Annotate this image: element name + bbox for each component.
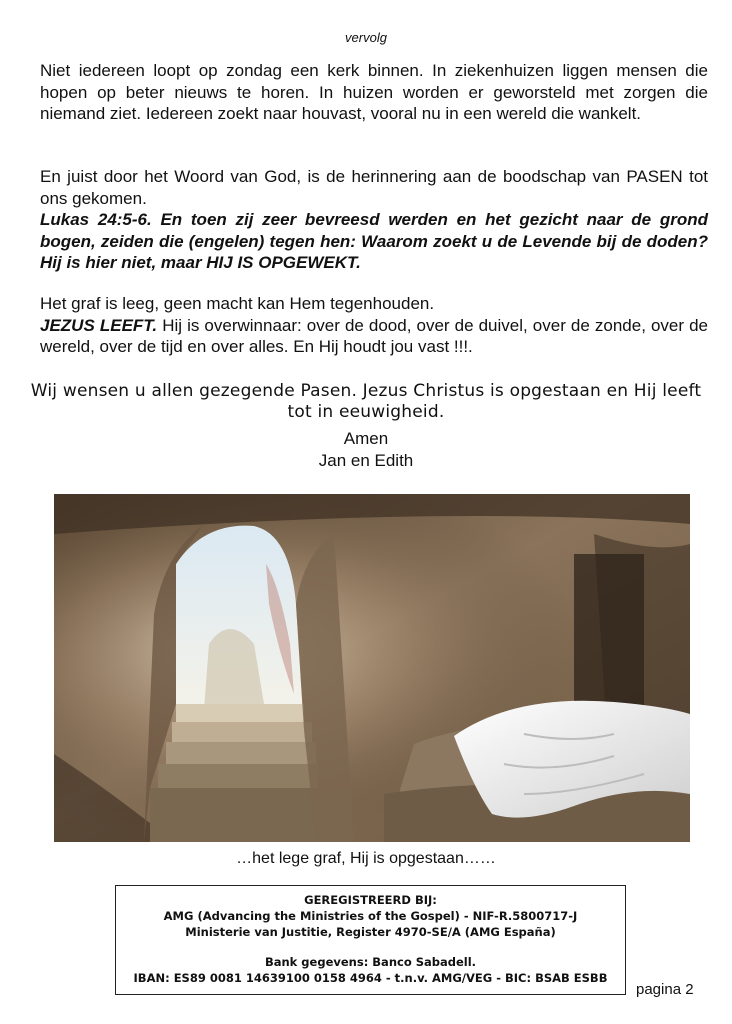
registration-box bbox=[115, 885, 626, 995]
overcomer-text: Hij is overwinnaar: over de dood, over de duivel, over de zonde, over de wereld, over de tijd en over alles. En Hij houdt jou vast !!!. bbox=[40, 315, 709, 356]
page-number: pagina 2 bbox=[636, 981, 694, 998]
iban-details: IBAN: ES89 0081 14639100 0158 4964 - t.n.v. AMG/VEG - BIC: BSAB ESBB bbox=[133, 971, 608, 985]
scripture-quote: Lukas 24:5-6. En toen zij zeer bevreesd werden en het gezicht naar de grond bogen, zeiden die (engelen) tegen hen: Waarom zoekt u de Levende bij de doden? Hij is hier niet, maar HIJ IS OPGEWEKT. bbox=[40, 210, 708, 272]
paragraph-scripture bbox=[40, 166, 708, 274]
registration-title: GEREGISTREERD BIJ: bbox=[304, 893, 437, 907]
empty-grave-line: Het graf is leeg, geen macht kan Hem tegenhouden. bbox=[40, 294, 435, 313]
paragraph-intro: Niet iedereen loopt op zondag een kerk binnen. In ziekenhuizen liggen mensen die hopen op beter nieuws te horen. In huizen worden er geworsteld met zorgen die niemand ziet. Iedereen zoekt naar houvast, vooral nu in een wereld die wankelt. bbox=[40, 61, 708, 123]
continued-label: vervolg bbox=[345, 30, 387, 45]
registration-ministry: Ministerie van Justitie, Register 4970-SE/A (AMG España) bbox=[185, 925, 556, 939]
scripture-intro: En juist door het Woord van God, is de herinnering aan de boodschap van PASEN tot ons gekomen. bbox=[40, 167, 708, 208]
jesus-lives-text: JEZUS LEEFT. bbox=[40, 315, 158, 335]
easter-wish: Wij wensen u allen gezegende Pasen. Jezus Christus is opgestaan en Hij leeft tot in eeuwigheid. bbox=[30, 381, 702, 422]
bank-details: Bank gegevens: Banco Sabadell. bbox=[264, 955, 477, 969]
amen-text: Amen bbox=[343, 429, 389, 448]
signature: Jan en Edith bbox=[318, 451, 414, 470]
registration-amg: AMG (Advancing the Ministries of the Gospel) - NIF-R.5800717-J bbox=[163, 909, 578, 923]
empty-tomb-photo bbox=[54, 494, 690, 842]
photo-caption: …het lege graf, Hij is opgestaan…… bbox=[236, 850, 496, 867]
paragraph-risen bbox=[40, 293, 708, 358]
